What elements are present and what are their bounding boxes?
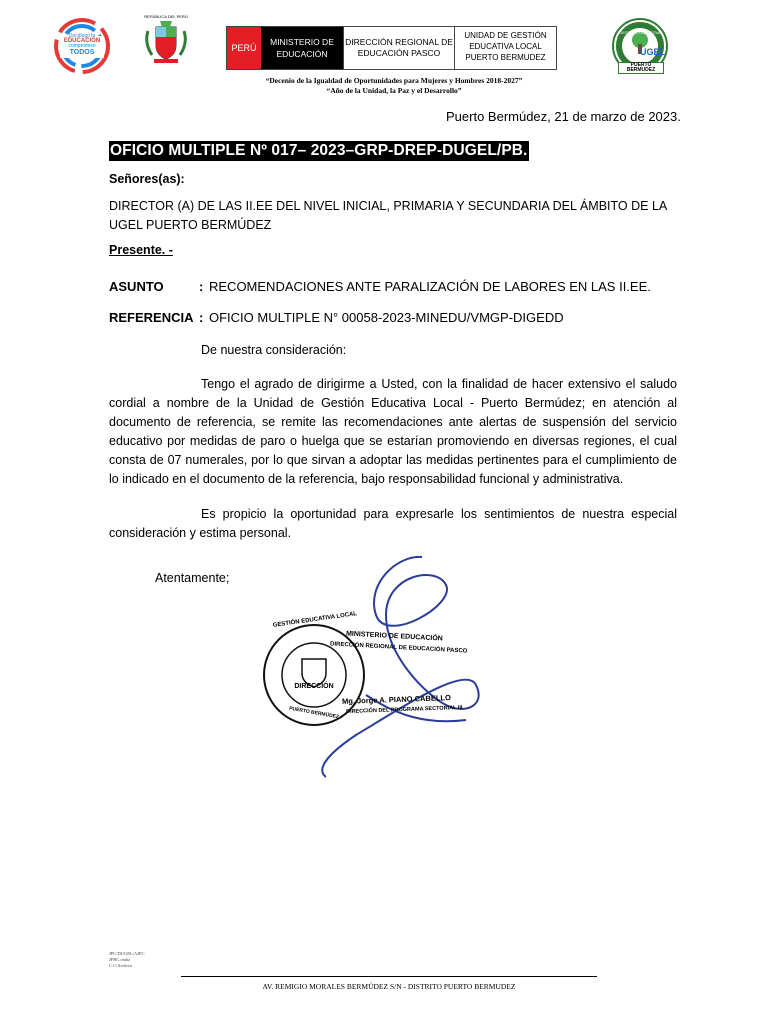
logo-line-1: Decálogo la	[68, 33, 96, 39]
body-paragraph-2: Es propicio la oportunidad para expresarle los sentimientos de nuestra especial consideración y estima personal.	[109, 507, 677, 540]
presente: Presente. -	[109, 243, 173, 257]
seal-icon	[246, 545, 506, 785]
asunto-label: ASUNTO	[109, 279, 164, 294]
ugel-label: UNIDAD DE GESTIÓN EDUCATIVA LOCAL PUERTO BERMUDEZ	[454, 27, 556, 69]
referencia-colon: :	[199, 310, 204, 325]
signature-stamp	[246, 545, 506, 785]
seal-center: DIRECCIÓN	[294, 683, 334, 690]
recipient: DIRECTOR (A) DE LAS II.EE DEL NIVEL INICIAL, PRIMARIA Y SECUNDARIA DEL ÁMBITO DE LA UGEL PUERTO BERMÚDEZ	[109, 199, 667, 232]
logo-line-4: TODOS	[69, 49, 95, 56]
referencia-label: REFERENCIA	[109, 310, 194, 325]
document-title: OFICIO MULTIPLE Nº 017– 2023–GRP-DREP-DUGEL/PB.	[110, 142, 528, 159]
file-ref-line-1: JPC/DUGEL/AJFC	[109, 951, 145, 956]
ministry-label: MINISTERIO DE EDUCACIÓN	[261, 27, 343, 69]
body-paragraph-1: Tengo el agrado de dirigirme a Usted, con la finalidad de hacer extensivo el saludo cordial a nombre de la Unidad de Gestión Educativa Local - Puerto Bermúdez; en atención al documento de referencia, se remite las recomendaciones ante alertas de suspensión del servicio educativo por medidas de paro o huelga que se estarían promoviendo en diversas regiones, el cual consta de 07 numerales, por lo que sirvan a adoptar las medidas pertinentes para el cumplimiento de lo indicado en el documento de la referencia, bajo responsabilidad funcional y administrativa.	[109, 377, 677, 486]
logo-line-3: compromiso	[68, 43, 96, 49]
ugel-logo-text: UGEL	[640, 47, 666, 57]
seal-ring-text: GESTIÓN EDUCATIVA LOCAL	[272, 611, 358, 629]
shield-caption: REPÚBLICA DEL PERÚ	[144, 14, 188, 19]
ugel-logo-place: PUERTO BERMUDEZ	[618, 62, 664, 74]
official-year-decree	[200, 76, 588, 96]
regional-direction-label: DIRECCIÓN REGIONAL DE EDUCACIÓN PASCO	[343, 27, 454, 69]
date-place: Puerto Bermúdez, 21 de marzo de 2023.	[446, 109, 681, 124]
decree-line-1: “Decenio de la Igualdad de Oportunidades para Mujeres y Hombres 2018-2027”	[265, 76, 523, 85]
consideration-greeting: De nuestra consideración:	[201, 343, 347, 357]
referencia-value: OFICIO MULTIPLE N° 00058-2023-MINEDU/VMGP-DIGEDD	[209, 310, 564, 325]
footer-address: AV. REMIGIO MORALES BERMÚDEZ S/N - DISTRITO PUERTO BERMUDEZ	[262, 982, 516, 991]
institution-header	[226, 26, 557, 70]
seal-ring-bottom: PUERTO BERMÚDEZ	[288, 705, 340, 721]
stamp-line-2: DIRECCIÓN REGIONAL DE EDUCACIÓN PASCO	[329, 641, 468, 655]
file-ref-line-3: C.C/Archivo	[109, 963, 133, 968]
asunto-value: RECOMENDACIONES ANTE PARALIZACIÓN DE LABORES EN LAS II.EE.	[209, 279, 651, 294]
peru-label: PERÚ	[227, 27, 261, 69]
footer-divider	[181, 976, 597, 977]
closing: Atentamente;	[155, 571, 230, 585]
file-reference	[109, 951, 145, 969]
ugel-logo	[604, 18, 676, 78]
salutation: Señores(as):	[109, 172, 185, 186]
education-campaign-logo	[50, 18, 114, 74]
shield-icon	[144, 19, 188, 69]
stamp-line-1: MINISTERIO DE EDUCACIÓN	[345, 630, 443, 643]
signer-role: DIRECCIÓN DEL PROGRAMA SECTORIAL III	[345, 704, 463, 716]
peru-coat-of-arms	[144, 14, 188, 70]
logo-line-2: EDUCACIÓN	[63, 38, 101, 44]
file-ref-line-2: JFBC.cmbz	[109, 957, 131, 962]
decree-line-2: “Año de la Unidad, la Paz y el Desarrollo”	[326, 86, 462, 95]
asunto-colon: :	[199, 279, 204, 294]
ugel-ring-text: GESTIÓN EDUCATIVA	[619, 30, 661, 35]
signer-name: Mg. Jorge A. PIANO CABELLO	[341, 693, 452, 706]
